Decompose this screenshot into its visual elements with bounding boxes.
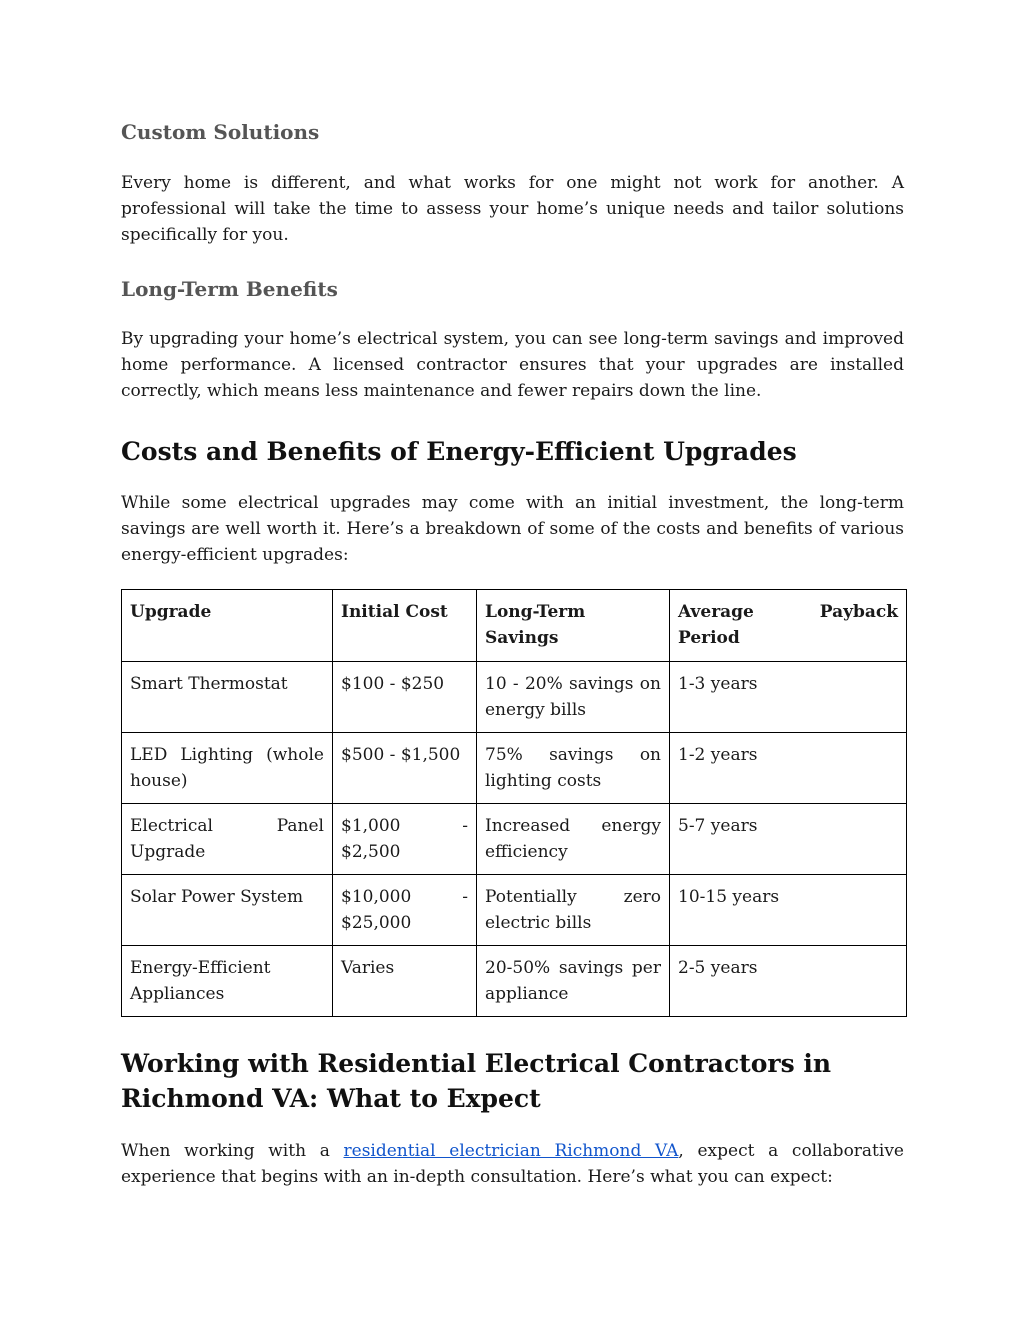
table-row xyxy=(122,875,907,946)
table-cell: 20-50% savings per appliance xyxy=(477,946,670,1017)
table-cell: Potentially zero electric bills xyxy=(477,875,670,946)
table-cell: 75% savings on lighting costs xyxy=(477,733,670,804)
residential-electrician-link[interactable]: residential electrician Richmond VA xyxy=(343,1141,679,1161)
upgrades-table xyxy=(121,589,907,1017)
table-cell: Varies xyxy=(333,946,477,1017)
table-cell: Energy-Efficient Appliances xyxy=(122,946,333,1017)
long-term-benefits-heading: Long-Term Benefits xyxy=(121,277,338,301)
table-cell: 1-2 years xyxy=(670,733,907,804)
header-long-term-savings: Long-Term Savings xyxy=(477,590,670,662)
custom-solutions-paragraph: Every home is different, and what works for one might not work for another. A professional will take the time to assess your home’s unique needs and tailor solutions specifically for you. xyxy=(121,173,904,245)
paragraph-text-end: , expect a collaborative experience that begins with an in-depth consultation. Here’s what you can expect: xyxy=(121,1141,904,1187)
table-cell: 1-3 years xyxy=(670,662,907,733)
costs-benefits-paragraph: While some electrical upgrades may come with an initial investment, the long-term savings are well worth it. Here’s a breakdown of some of the costs and benefits of various energy-efficient upgrades: xyxy=(121,493,904,565)
table-row xyxy=(122,733,907,804)
table-row xyxy=(122,804,907,875)
table-cell: $500 - $1,500 xyxy=(333,733,477,804)
table-row xyxy=(122,946,907,1017)
header-payback-period: Average Payback Period xyxy=(670,590,907,662)
working-with-contractors-heading: Working with Residential Electrical Contractors in Richmond VA: What to Expect xyxy=(121,1049,832,1113)
custom-solutions-heading: Custom Solutions xyxy=(121,120,320,144)
table-cell: LED Lighting (whole house) xyxy=(122,733,333,804)
table-cell: $10,000 - $25,000 xyxy=(333,875,477,946)
table-cell: 5-7 years xyxy=(670,804,907,875)
table-cell: Smart Thermostat xyxy=(122,662,333,733)
header-initial-cost: Initial Cost xyxy=(333,590,477,662)
table-cell: Increased energy efficiency xyxy=(477,804,670,875)
table-row xyxy=(122,662,907,733)
table-cell: 2-5 years xyxy=(670,946,907,1017)
table-cell: $1,000 - $2,500 xyxy=(333,804,477,875)
table-cell: 10-15 years xyxy=(670,875,907,946)
table-cell: $100 - $250 xyxy=(333,662,477,733)
header-upgrade: Upgrade xyxy=(122,590,333,662)
costs-benefits-heading: Costs and Benefits of Energy-Efficient Upgrades xyxy=(121,437,797,466)
paragraph-text-start: When working with a xyxy=(121,1141,344,1161)
table-cell: 10 - 20% savings on energy bills xyxy=(477,662,670,733)
table-header-row xyxy=(122,590,907,662)
table-cell: Solar Power System xyxy=(122,875,333,946)
table-cell: Electrical Panel Upgrade xyxy=(122,804,333,875)
working-with-contractors-paragraph xyxy=(121,1138,904,1190)
long-term-benefits-paragraph: By upgrading your home’s electrical system, you can see long-term savings and improved home performance. A licensed contractor ensures that your upgrades are installed correctly, which means less maintenance and fewer repairs down the line. xyxy=(121,329,904,401)
